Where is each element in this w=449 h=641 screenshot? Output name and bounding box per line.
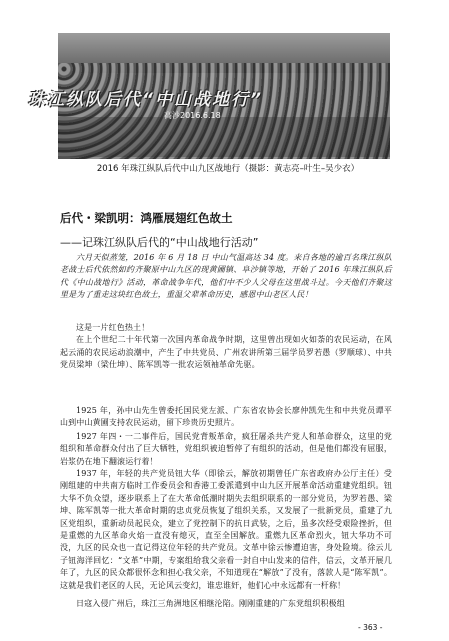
- photo-banner-text: 珠江纵队后代“中山战地行”: [28, 90, 263, 110]
- photo-banner: [58, 117, 390, 157]
- article-subheading: ——记珠江纵队后代的“中山战地行活动”: [60, 236, 259, 249]
- paragraph: 六月天似蒸笼，2016 年 6 月 18 日 中山气温高达 34 度。来自各地的逾百名珠江纵队老战士后代依然如约齐聚原中山九区的现黄圃镇、阜沙镇等地，开始了 2016 年珠江纵队后代《中山战地行》活动，革命战争年代，他们中不少人父母在这里战斗过。今天他们齐聚这里是为了重走这块红色故土，重温父辈革命历史，感恩中山老区人民！: [60, 253, 392, 300]
- article-heading: 后代・梁凯明：鸿雁展翅红色故土: [60, 211, 233, 225]
- paragraph: 1937 年，年轻的共产党员钮大华（即徐云，解放初期曾任广东省政府办公厅主任）受刚组建的中共南方临时工作委员会和香港工委派遣到中山九区开展革命活动重建党组织。钮大华不负众望，逐步联系上了在大革命低潮时期失去组织联系的一部分党员，为罗若愚、梁坤、陈军凯等一批大革命时期的忠贞党员恢复了组织关系，又发展了一批新党员，重建了九区党组织，重新动员起民众，建立了党控制下的抗日武装，之后，虽多次经受艰险挫折，但是重燃的九区革命火焰一直没有熄灭，直至全国解放。重燃九区革命烈火，钮大华功不可没，九区的民众也一直记得这位年轻的共产党员。文革中徐云惨遭迫害，身处险境。徐云儿子钮海洋回忆：“文革”中期，专案组给我父亲看一封自中山发来的信件，信云，文革开展几年了，九区的民众都很怀念和担心我父亲，不知道现在“解放”了没有，落款人是“陈军凯”。这就是我们老区的人民，无论风云变幻，谁忠谁奸，他们心中永远都有一杆称！: [60, 469, 392, 590]
- paragraph: 1925 年，孙中山先生曾委托国民党左派、广东省农协会长廖仲凯先生和中共党员谭平山到中山黄圃支持农民运动，留下珍贵历史照片。: [60, 406, 392, 428]
- photo-banner-date: 高沙2016.6.18: [164, 111, 221, 120]
- page-number: - 363 -: [358, 623, 383, 632]
- paragraph: 1927 年四・一二事件后，国民党背叛革命，疯狂屠杀共产党人和革命群众，这里的党组织和革命群众付出了巨大牺牲，党组织被迫暂停了有组织的活动，但是他们都没有屈服，岩浆仍在地下翻滚运行着！: [60, 432, 392, 466]
- photo-caption: 2016 年珠江纵队后代中山九区战地行（摄影：黄志亮–叶生–吴少衣）: [96, 164, 360, 174]
- paragraph: 这是一片红色热土！ 在上个世纪二十年代第一次国内革命战争时期，这里曾出现如火如荼的农民运动，在风起云涌的农民运动浪潮中，产生了中共党员、广州农讲所第三届学员罗若愚（罗顺球）、中共党员梁坤（梁仕坤）、陈军凯等一批农运领袖革命先驱。: [60, 323, 392, 370]
- paragraph: 日寇入侵广州后，珠江三角洲地区相继沦陷。刚刚重建的广东党组织积极组: [76, 599, 345, 608]
